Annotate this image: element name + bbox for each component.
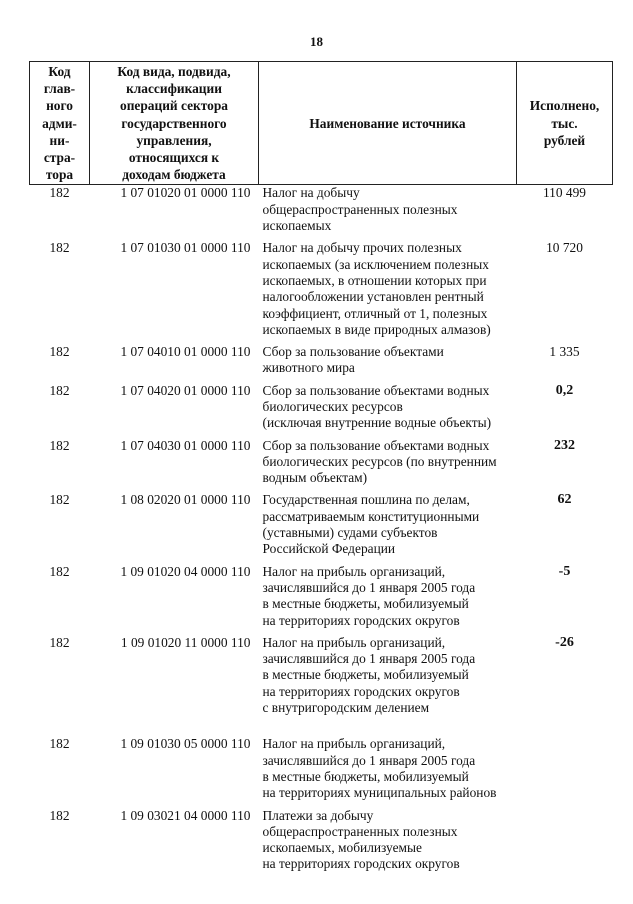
- source-name-cell: [259, 808, 517, 879]
- kbk-code-cell: 1 07 04010 01 0000 110: [120, 344, 251, 360]
- source-name-cell: [259, 383, 517, 438]
- source-name-line: с внутригородским делением: [262, 700, 430, 716]
- table-row: [30, 185, 613, 240]
- source-name-cell: [259, 635, 517, 736]
- source-name-line: в местные бюджеты, мобилизуемый: [262, 768, 469, 784]
- source-name-cell: [259, 438, 517, 493]
- source-name-line: Налог на добычу прочих полезных: [262, 240, 462, 256]
- source-name-line: в местные бюджеты, мобилизуемый: [262, 667, 469, 683]
- source-name-line: Сбор за пользование объектами водных: [262, 437, 490, 453]
- source-name-line: ископаемых: [262, 218, 332, 234]
- admin-code-cell: 182: [49, 492, 70, 508]
- source-name-line: Налог на прибыль организаций,: [262, 634, 446, 650]
- source-name-line: общераспространенных полезных: [262, 201, 458, 217]
- source-name-line: Сбор за пользование объектами водных: [262, 382, 490, 398]
- kbk-code-cell: 1 07 04030 01 0000 110: [120, 437, 251, 453]
- table-row: [30, 344, 613, 383]
- amount-cell: [517, 736, 613, 807]
- header-amount: Исполнено, тыс. рублей: [517, 62, 613, 185]
- source-name-line: Государственная пошлина по делам,: [262, 492, 470, 508]
- source-name-line: в местные бюджеты, мобилизуемый: [262, 596, 469, 612]
- table-body: [30, 185, 613, 879]
- source-name-line: налогообложении установлен рентный: [262, 289, 484, 305]
- source-name-line: водным объектам): [262, 470, 368, 486]
- source-name-cell: [259, 185, 517, 240]
- source-name-line: Налог на добычу: [262, 185, 360, 201]
- table-row: [30, 635, 613, 736]
- table-row: [30, 383, 613, 438]
- source-name-line: Налог на прибыль организаций,: [262, 736, 446, 752]
- source-name-cell: [259, 492, 517, 563]
- source-name-line: Российской Федерации: [262, 541, 396, 557]
- kbk-code-cell: 1 09 01030 05 0000 110: [120, 736, 251, 752]
- amount-cell: -26: [555, 634, 574, 650]
- source-name-line: (уставными) судами субъектов: [262, 525, 438, 541]
- source-name-line: зачислявшийся до 1 января 2005 года: [262, 752, 476, 768]
- admin-code-cell: 182: [49, 634, 70, 650]
- table-row: [30, 564, 613, 635]
- header-admin-code: Код глав- ного адми- ни- стра- тора: [30, 62, 90, 185]
- source-name-cell: [259, 344, 517, 383]
- admin-code-cell: 182: [49, 185, 70, 201]
- source-name-line: ископаемых, мобилизуемые: [262, 840, 422, 856]
- source-name-line: общераспространенных полезных: [262, 823, 458, 839]
- source-name-line: на территориях городских округов: [262, 683, 460, 699]
- admin-code-cell: 182: [49, 736, 70, 752]
- amount-cell: 110 499: [542, 185, 587, 201]
- admin-code-cell: 182: [49, 437, 70, 453]
- source-name-line: Платежи за добычу: [262, 807, 374, 823]
- kbk-code-cell: 1 09 01020 04 0000 110: [120, 563, 251, 579]
- header-source-name: Наименование источника: [259, 62, 517, 185]
- source-name-cell: [259, 240, 517, 344]
- table-header-row: [30, 62, 613, 185]
- admin-code-cell: 182: [49, 240, 70, 256]
- budget-revenue-table: [29, 61, 613, 879]
- kbk-code-cell: 1 07 01030 01 0000 110: [120, 240, 251, 256]
- header-kbk: Код вида, подвида, классификации операций сектора государственного управления, относящихся к доходам бюджета: [90, 62, 259, 185]
- table-row: [30, 240, 613, 344]
- source-name-line: коэффициент, отличный от 1, полезных: [262, 305, 488, 321]
- source-name-line: (исключая внутренние водные объекты): [262, 415, 492, 431]
- source-name-line: рассматриваемым конституционными: [262, 508, 480, 524]
- table-row: [30, 808, 613, 879]
- table-row: [30, 736, 613, 807]
- amount-cell: 62: [557, 492, 572, 508]
- amount-cell: -5: [558, 563, 571, 579]
- table-row: [30, 438, 613, 493]
- table-row: [30, 492, 613, 563]
- admin-code-cell: 182: [49, 382, 70, 398]
- source-name-line: на территориях городских округов: [262, 612, 460, 628]
- source-name-cell: [259, 736, 517, 807]
- source-name-line: биологических ресурсов: [262, 398, 403, 414]
- source-name-line: животного мира: [262, 360, 355, 376]
- source-name-line: зачислявшийся до 1 января 2005 года: [262, 579, 476, 595]
- source-name-line: ископаемых, в отношении которых при: [262, 272, 487, 288]
- source-name-line: зачислявшийся до 1 января 2005 года: [262, 651, 476, 667]
- source-name-line: Налог на прибыль организаций,: [262, 563, 446, 579]
- kbk-code-cell: 1 07 04020 01 0000 110: [120, 382, 251, 398]
- kbk-code-cell: 1 09 03021 04 0000 110: [120, 807, 251, 823]
- source-name-line: на территориях городских округов: [262, 856, 460, 872]
- source-name-cell: [259, 564, 517, 635]
- amount-cell: 0,2: [555, 382, 574, 398]
- amount-cell: 1 335: [549, 344, 580, 360]
- page-number: 18: [310, 34, 323, 49]
- admin-code-cell: 182: [49, 344, 70, 360]
- kbk-code-cell: 1 07 01020 01 0000 110: [120, 185, 251, 201]
- source-name-line: ископаемых в виде природных алмазов): [262, 321, 491, 337]
- amount-cell: 10 720: [546, 240, 583, 256]
- admin-code-cell: 182: [49, 563, 70, 579]
- kbk-code-cell: 1 08 02020 01 0000 110: [120, 492, 251, 508]
- source-name-line: на территориях муниципальных районов: [262, 785, 497, 801]
- source-name-line: биологических ресурсов (по внутренним: [262, 453, 497, 469]
- kbk-code-cell: 1 09 01020 11 0000 110: [120, 634, 251, 650]
- amount-cell: 232: [554, 437, 575, 453]
- admin-code-cell: 182: [49, 807, 70, 823]
- source-name-line: ископаемых (за исключением полезных: [262, 256, 489, 272]
- amount-cell: [517, 808, 613, 879]
- source-name-line: Сбор за пользование объектами: [262, 344, 444, 360]
